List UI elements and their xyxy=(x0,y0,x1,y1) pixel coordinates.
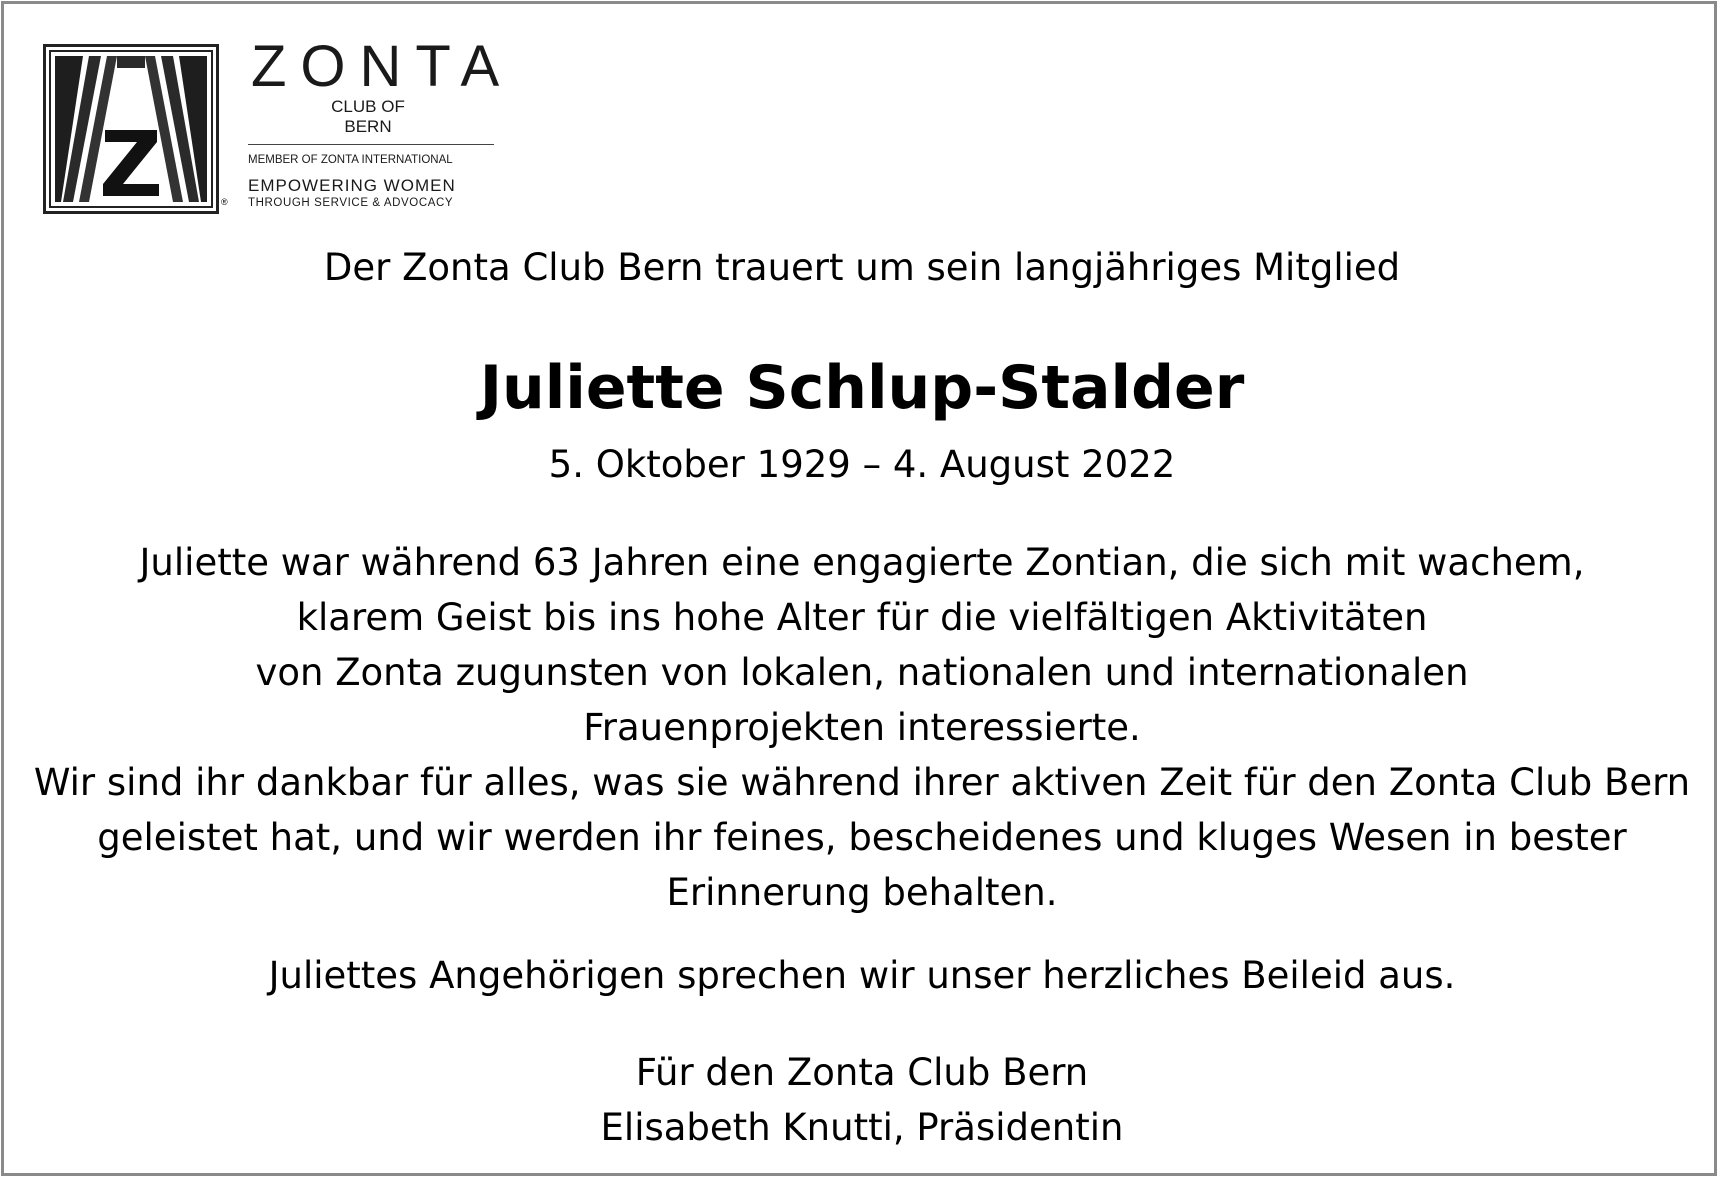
tribute-line: Erinnerung behalten. xyxy=(666,871,1058,914)
tribute-text xyxy=(0,535,1724,920)
tribute-line: von Zonta zugunsten von lokalen, nationalen und internationalen xyxy=(255,651,1469,694)
deceased-name: Juliette Schlup-Stalder xyxy=(479,353,1245,423)
logo-club-line2: BERN xyxy=(344,117,392,136)
life-dates: 5. Oktober 1929 – 4. August 2022 xyxy=(548,443,1176,486)
logo-subtagline: THROUGH SERVICE & ADVOCACY xyxy=(248,197,454,209)
tribute-line: geleistet hat, und wir werden ihr feines, bescheidenes und kluges Wesen in bester xyxy=(97,816,1627,859)
tribute-line: Frauenprojekten interessierte. xyxy=(583,706,1141,749)
tribute-line: klarem Geist bis ins hohe Alter für die vielfältigen Aktivitäten xyxy=(296,596,1428,639)
logo-divider xyxy=(248,144,494,145)
tribute-line: Juliette war während 63 Jahren eine engagierte Zontian, die sich mit wachem, xyxy=(139,541,1585,584)
intro-line: Der Zonta Club Bern trauert um sein langjähriges Mitglied xyxy=(323,246,1401,289)
logo-club-line1: CLUB OF xyxy=(331,97,405,116)
signature-club: Für den Zonta Club Bern xyxy=(635,1051,1089,1094)
logo-member-line: MEMBER OF ZONTA INTERNATIONAL xyxy=(248,154,453,166)
zonta-emblem-icon xyxy=(43,44,219,214)
signature-person: Elisabeth Knutti, Präsidentin xyxy=(600,1106,1124,1149)
signature-block xyxy=(0,1045,1724,1155)
logo-wordmark xyxy=(248,34,514,216)
condolence-line: Juliettes Angehörigen sprechen wir unser herzliches Beileid aus. xyxy=(268,954,1456,997)
tribute-line: Wir sind ihr dankbar für alles, was sie während ihrer aktiven Zeit für den Zonta Club Bern xyxy=(33,761,1691,804)
logo-brand-name: ZONTA xyxy=(251,34,514,99)
registered-mark: ® xyxy=(221,197,228,207)
zonta-logo xyxy=(43,34,514,216)
logo-tagline: EMPOWERING WOMEN xyxy=(248,176,456,195)
